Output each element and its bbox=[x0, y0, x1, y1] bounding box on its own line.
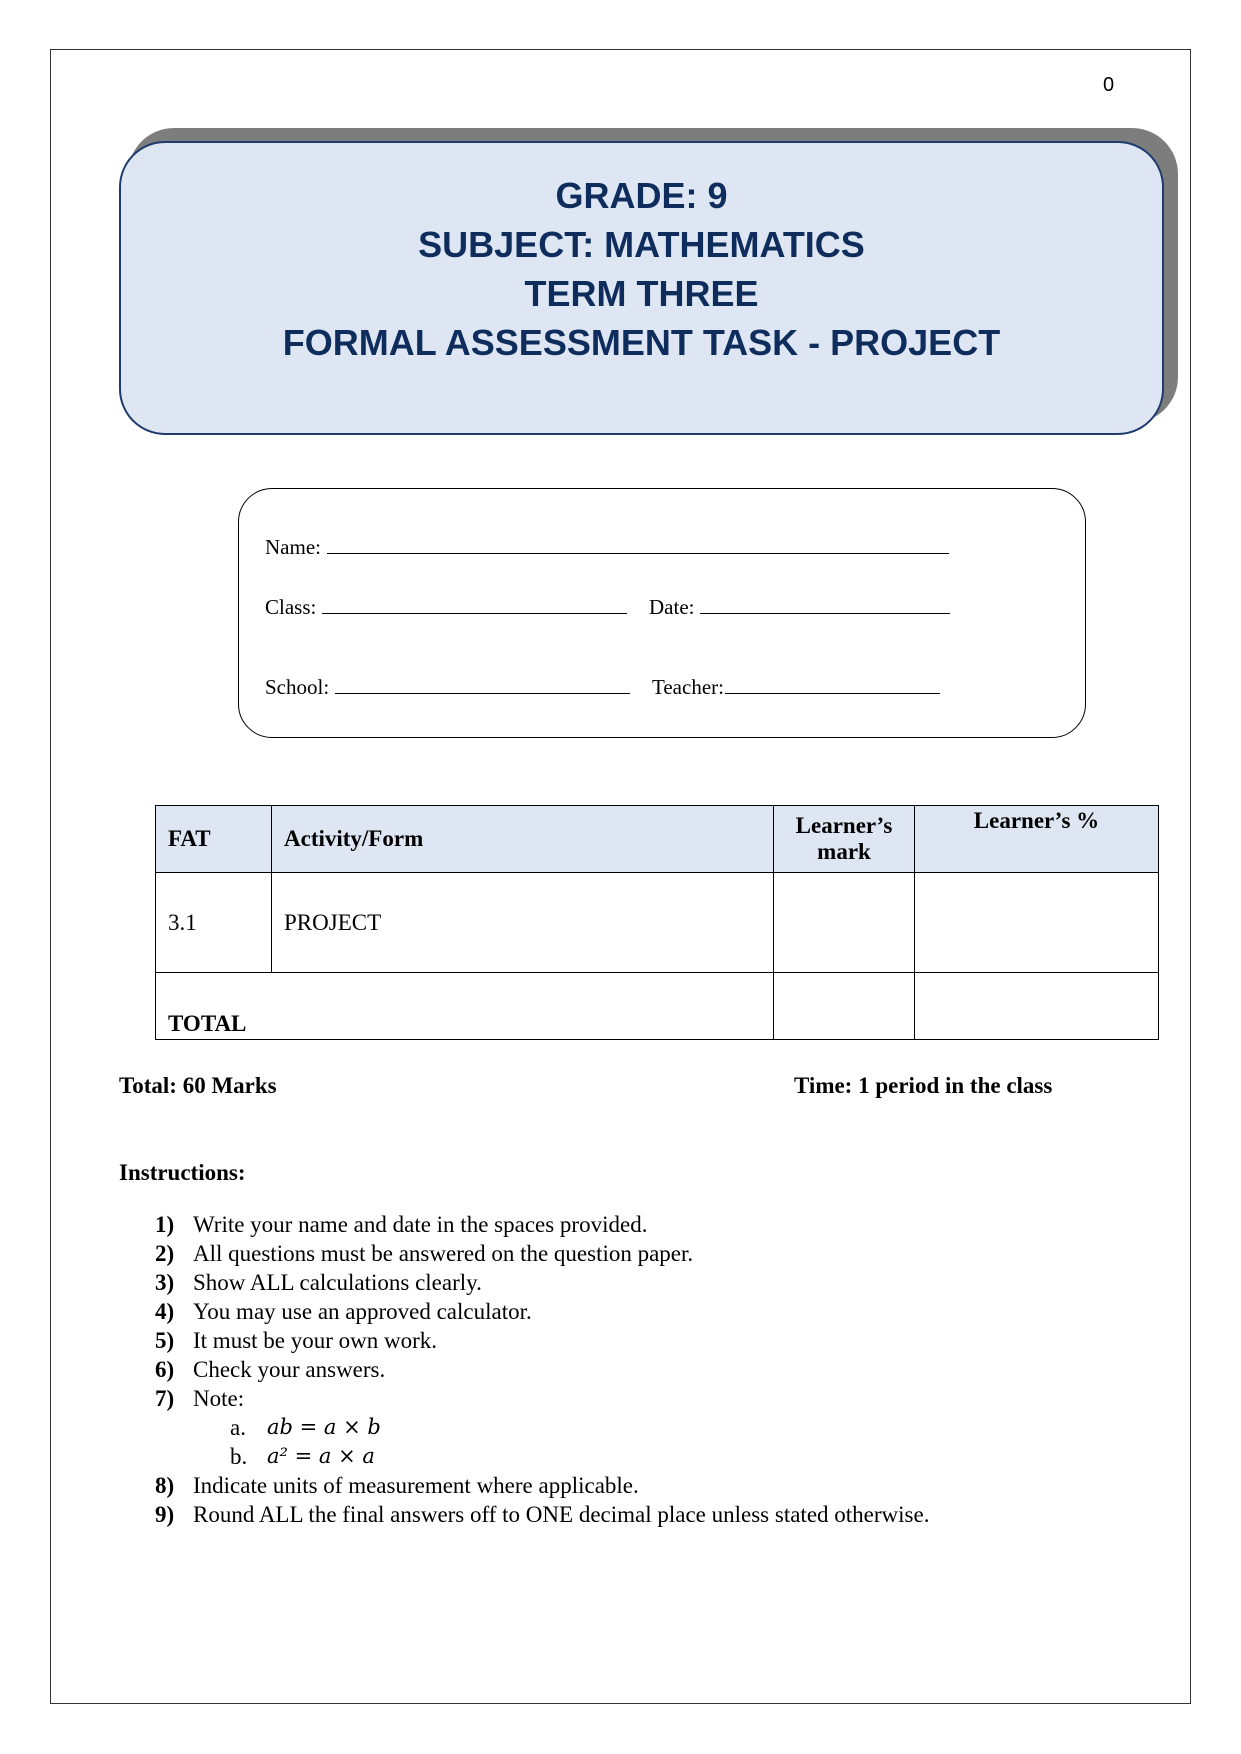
teacher-label: Teacher: bbox=[652, 675, 724, 699]
table-row bbox=[156, 873, 1159, 973]
instructions-heading: Instructions: bbox=[119, 1160, 246, 1185]
page-number: 0 bbox=[1103, 74, 1115, 96]
total-row bbox=[156, 973, 1159, 1040]
class-line[interactable] bbox=[322, 595, 627, 614]
row-fat: 3.1 bbox=[156, 873, 272, 973]
grade-title: GRADE: 9 bbox=[555, 175, 728, 216]
row-activity: PROJECT bbox=[272, 873, 774, 973]
date-field[interactable] bbox=[649, 595, 950, 620]
header-activity: Activity/Form bbox=[272, 806, 774, 873]
total-label: TOTAL bbox=[156, 973, 774, 1040]
date-label: Date: bbox=[649, 595, 695, 619]
school-line[interactable] bbox=[335, 675, 630, 694]
teacher-line[interactable] bbox=[725, 675, 940, 694]
row-mark-cell[interactable] bbox=[774, 873, 915, 973]
name-field[interactable] bbox=[265, 535, 949, 560]
school-field[interactable] bbox=[265, 675, 630, 700]
header-learner-percent: Learner’s % bbox=[915, 806, 1159, 873]
task-title: FORMAL ASSESSMENT TASK - PROJECT bbox=[282, 322, 1001, 363]
row-percent-cell[interactable] bbox=[915, 873, 1159, 973]
header-fat: FAT bbox=[156, 806, 272, 873]
total-percent-cell[interactable] bbox=[915, 973, 1159, 1040]
school-label: School: bbox=[265, 675, 330, 699]
title-banner bbox=[119, 141, 1164, 435]
class-field[interactable] bbox=[265, 595, 627, 620]
teacher-field[interactable] bbox=[652, 675, 940, 700]
total-marks: Total: 60 Marks bbox=[119, 1073, 277, 1098]
time-allowed: Time: 1 period in the class bbox=[794, 1073, 1053, 1098]
class-label: Class: bbox=[265, 595, 317, 619]
learner-info-box bbox=[238, 488, 1086, 738]
table-header-row bbox=[156, 806, 1159, 873]
header-learner-mark: Learner’s mark bbox=[774, 806, 915, 873]
scores-table bbox=[155, 805, 1159, 1040]
subject-title: SUBJECT: MATHEMATICS bbox=[418, 224, 865, 265]
name-label: Name: bbox=[265, 535, 321, 559]
date-line[interactable] bbox=[700, 595, 950, 614]
total-mark-cell[interactable] bbox=[774, 973, 915, 1040]
name-line[interactable] bbox=[327, 535, 949, 554]
term-title: TERM THREE bbox=[524, 273, 759, 314]
